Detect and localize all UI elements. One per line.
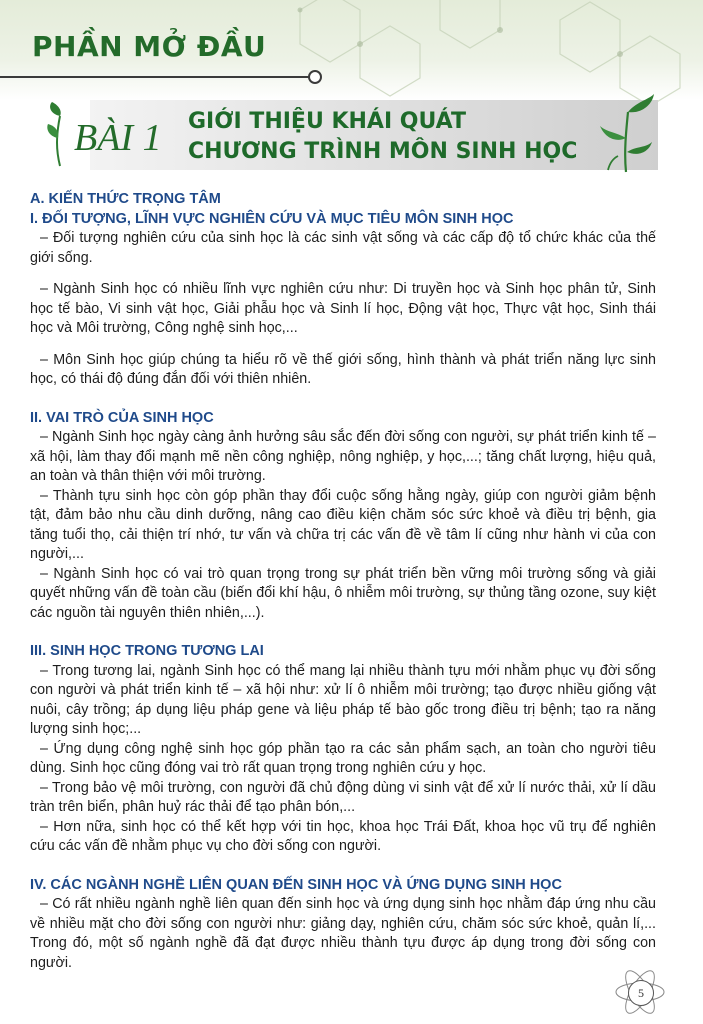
lesson-title-line-1: GIỚI THIỆU KHÁI QUÁT [188,109,467,134]
section-1-paragraph-3: – Môn Sinh học giúp chúng ta hiểu rõ về thế giới sống, hình thành và phát triển năng lực sinh học, có thái độ đúng đắn đối với thiên nhiên. [30,351,656,387]
section-2-paragraph-2: – Thành tựu sinh học còn góp phần thay đổi cuộc sống hằng ngày, giúp con người giảm bệnh tật, đảm bảo nhu cầu dinh dưỡng, nâng cao điều kiện chăm sóc sức khoẻ và điều trị bệnh, gia tăng tuổi thọ, cải thiện trí nhớ, tư vấn và chữa trị các vấn đề về tâm lí cũng như hành vi của con người,... [30,487,656,562]
section-1-paragraph-1: – Đối tượng nghiên cứu của sinh học là các sinh vật sống và các cấp độ tổ chức khác của thế giới sống. [30,230,656,266]
left-sprout-icon [44,102,74,168]
part-title: PHẦN MỞ ĐẦU [32,30,267,63]
section-2-paragraph-3: – Ngành Sinh học có vai trò quan trọng trong sự phát triển bền vững môi trường sống và giải quyết những vấn đề toàn cầu (biến đổi khí hậu, ô nhiễm môi trường, sự thủng tầng ozone, suy kiệt các nguồn tài nguyên thiên nhiên,...). [30,565,656,621]
page-number: 5 [628,980,654,1006]
section-1-paragraph-2: – Ngành Sinh học có nhiều lĩnh vực nghiên cứu như: Di truyền học và Sinh học phân tử, Sinh học tế bào, Vi sinh vật học, Giải phẫu học và Sinh lí học, Động vật học, Thực vật học, Sinh thái học và Môi trường, Công nghệ sinh học,... [30,281,656,336]
section-4-paragraph-1: – Có rất nhiều ngành nghề liên quan đến sinh học và ứng dụng sinh học nhằm đáp ứng nhu cầu về nhiều mặt cho đời sống con người như: giảng dạy, nghiên cứu, chăm sóc sức khoẻ, quản lí,... Trong đó, một số ngành nghề đã đạt được nhiều thành tựu được áp dụng trong đời sống con người. [30,896,656,971]
section-3-paragraph-4: – Hơn nữa, sinh học có thể kết hợp với tin học, khoa học Trái Đất, khoa học vũ trụ để nghiên cứu các vấn đề nhằm phục vụ cho đời sống con người. [30,818,656,854]
section-3-paragraph-1: – Trong tương lai, ngành Sinh học có thể mang lại nhiều thành tựu mới nhằm phục vụ đời sống con người và phát triển kinh tế – xã hội như: xử lí ô nhiễm môi trường; tạo được nhiều giống vật nuôi, cây trồng; áp dụng liệu pháp gene và liệu pháp tế bào gốc trong điều trị bệnh; tạo ra năng lượng sinh học;... [30,662,656,737]
lesson-title-line-2: CHƯƠNG TRÌNH MÔN SINH HỌC [188,139,578,164]
section-2-paragraph-1: – Ngành Sinh học ngày càng ảnh hưởng sâu sắc đến đời sống con người, sự phát triển kinh tế – xã hội, làm thay đổi mạnh mẽ nền công nghiệp, nông nghiệp, y học,...; tăng chất lượng, hiệu quả, an toàn và thân thiện với môi trường. [30,429,656,484]
section-3-paragraph-3: – Trong bảo vệ môi trường, con người đã chủ động dùng vi sinh vật để xử lí nước thải, xử lí dầu tràn trên biển, phân huỷ rác thải để tạo phân bón,... [30,779,656,815]
lesson-content [30,190,656,973]
right-sprout-icon [596,92,656,174]
section-1-heading: I. ĐỐI TƯỢNG, LĨNH VỰC NGHIÊN CỨU VÀ MỤC TIÊU MÔN SINH HỌC [30,210,514,227]
lesson-title [188,107,577,167]
section-3-paragraph-2: – Ứng dụng công nghệ sinh học góp phần tạo ra các sản phẩm sạch, an toàn cho người tiêu dùng. Sinh học cũng đóng vai trò rất quan trọng trong nghiên cứu y học. [30,740,656,776]
section-3-heading: III. SINH HỌC TRONG TƯƠNG LAI [30,643,264,659]
lesson-number: BÀI 1 [74,117,162,159]
title-underline-dot [308,70,322,84]
page-number-badge [612,966,672,1018]
section-2-heading: II. VAI TRÒ CỦA SINH HỌC [30,409,214,426]
section-a-label: A. KIẾN THỨC TRỌNG TÂM [30,191,221,207]
lesson-banner [38,90,658,180]
title-underline [0,76,310,78]
section-4-heading: IV. CÁC NGÀNH NGHỀ LIÊN QUAN ĐẾN SINH HỌC VÀ ỨNG DỤNG SINH HỌC [30,876,562,893]
